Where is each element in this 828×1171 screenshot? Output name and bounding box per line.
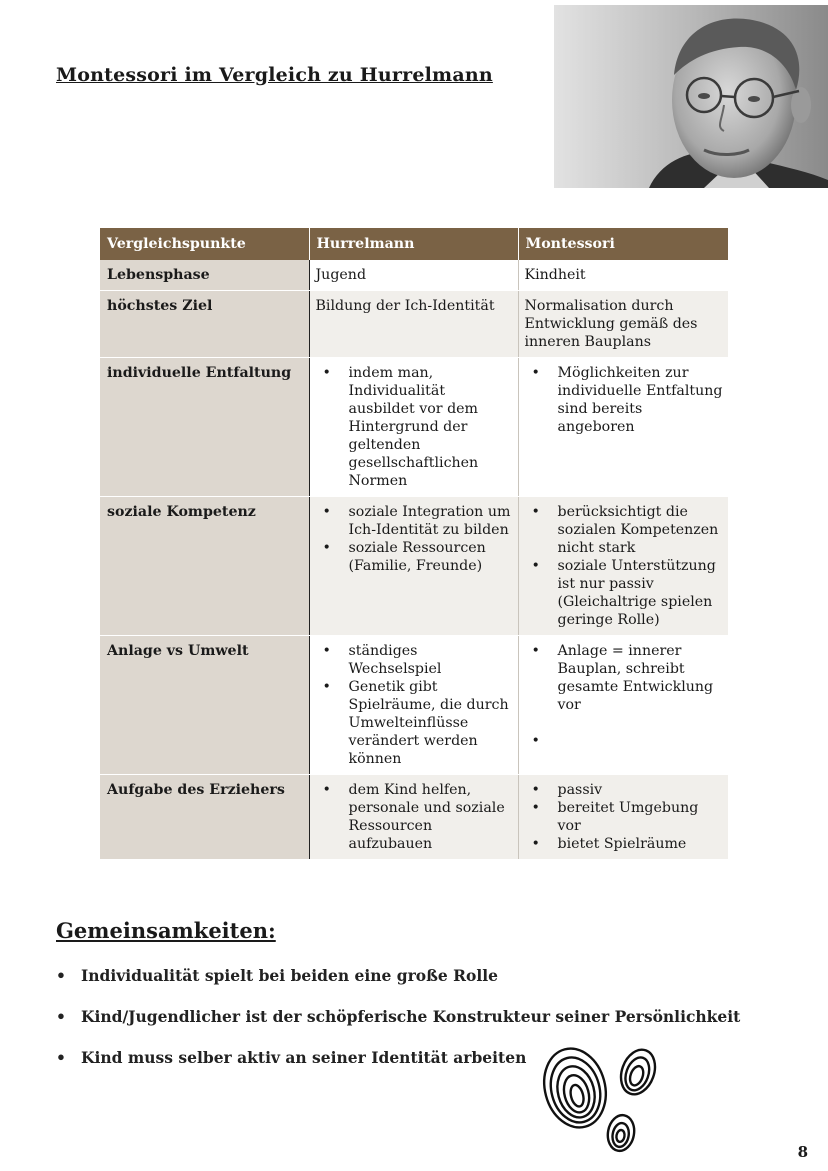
table-row [100, 775, 728, 860]
montessori-cell [518, 775, 728, 860]
table-row [100, 260, 728, 291]
table-row [100, 497, 728, 636]
list-item: • ständiges Wechselspiel [316, 642, 513, 678]
criterion-cell: Anlage vs Umwelt [100, 636, 309, 775]
montessori-cell: Kindheit [518, 260, 728, 291]
table-row [100, 636, 728, 775]
criterion-cell: Lebensphase [100, 260, 309, 291]
criterion-cell: soziale Kompetenz [100, 497, 309, 636]
column-header-hurrelmann: Hurrelmann [309, 228, 518, 260]
montessori-cell [518, 636, 728, 775]
table-row [100, 358, 728, 497]
list-item: • bietet Spielräume [525, 835, 724, 853]
montessori-cell: Normalisation durch Entwicklung gemäß des inneren Bauplans [518, 291, 728, 358]
list-item: • bereitet Umgebung vor [525, 799, 724, 835]
list-item [525, 732, 724, 750]
portrait-photo [554, 5, 828, 188]
list-item: • soziale Unterstützung ist nur passiv (Gleichaltrige spielen geringe Rolle) [525, 557, 724, 629]
hurrelmann-cell [309, 497, 518, 636]
page-number: 8 [797, 1143, 808, 1161]
criterion-cell: individuelle Entfaltung [100, 358, 309, 497]
list-item: • Individualität spielt bei beiden eine große Rolle [56, 964, 740, 1005]
comparison-table [100, 228, 729, 860]
list-item: • berücksichtigt die sozialen Kompetenzen nicht stark [525, 503, 724, 557]
hurrelmann-cell [309, 358, 518, 497]
hurrelmann-cell [309, 636, 518, 775]
list-item: • passiv [525, 781, 724, 799]
list-item: • Genetik gibt Spielräume, die durch Umwelteinflüsse verändert werden können [316, 678, 513, 768]
list-item: • soziale Integration um Ich-Identität zu bilden [316, 503, 513, 539]
montessori-cell [518, 497, 728, 636]
criterion-cell: Aufgabe des Erziehers [100, 775, 309, 860]
list-item: • dem Kind helfen, personale und soziale Ressourcen aufzubauen [316, 781, 513, 853]
column-header-criteria: Vergleichspunkte [100, 228, 309, 260]
common-heading: Gemeinsamkeiten: [56, 918, 276, 943]
hurrelmann-cell [309, 775, 518, 860]
table-row [100, 291, 728, 358]
hurrelmann-cell: Bildung der Ich-Identität [309, 291, 518, 358]
list-item: • Anlage = innerer Bauplan, schreibt gesamte Entwicklung vor [525, 642, 724, 714]
list-item: • soziale Ressourcen (Familie, Freunde) [316, 539, 513, 575]
list-item: • Möglichkeiten zur individuelle Entfaltung sind bereits angeboren [525, 364, 724, 436]
list-item: • Kind muss selber aktiv an seiner Identität arbeiten [56, 1046, 740, 1087]
fingerprint-icon [535, 1040, 665, 1155]
hurrelmann-cell: Jugend [309, 260, 518, 291]
page-title: Montessori im Vergleich zu Hurrelmann [56, 64, 493, 86]
list-item: • indem man, Individualität ausbildet vor dem Hintergrund der geltenden gesellschaftlichen Normen [316, 364, 513, 490]
list-item: • Kind/Jugendlicher ist der schöpferische Konstrukteur seiner Persönlichkeit [56, 1005, 740, 1046]
column-header-montessori: Montessori [518, 228, 728, 260]
criterion-cell: höchstes Ziel [100, 291, 309, 358]
montessori-cell [518, 358, 728, 497]
